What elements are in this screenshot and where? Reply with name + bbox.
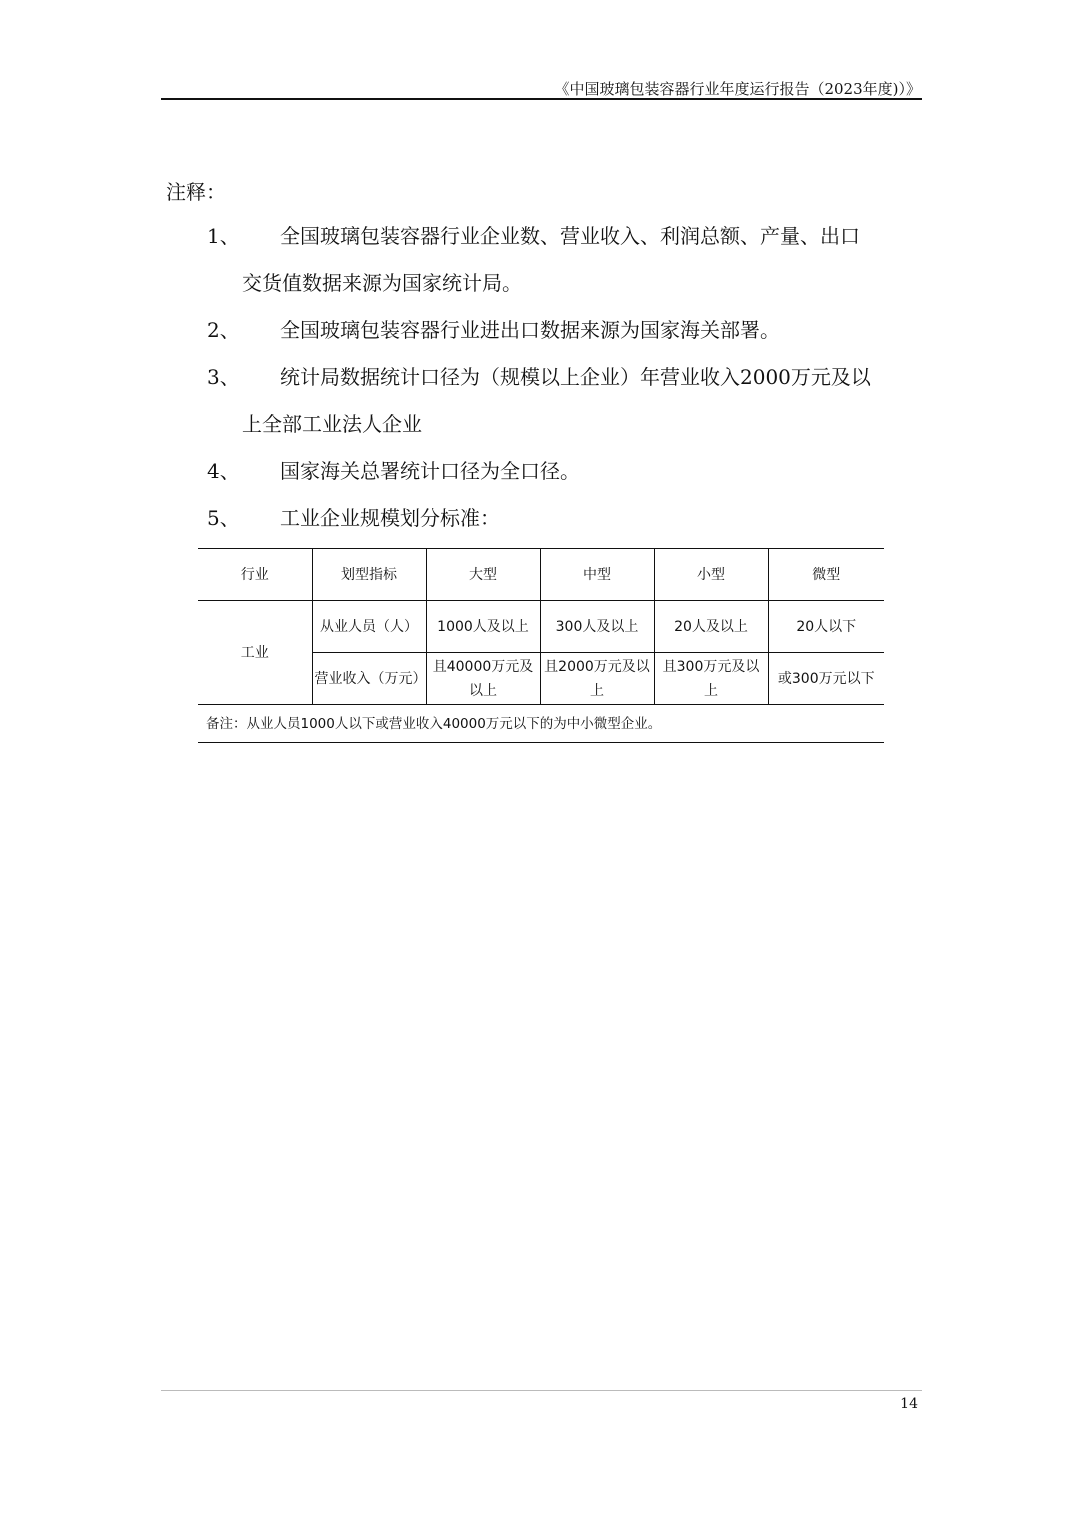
note-number: 4、 [207,459,240,483]
table-note-row [198,705,884,743]
note-number: 5、 [207,506,240,530]
note-text: 全国玻璃包装容器行业进出口数据来源为国家海关部署。 [280,318,780,342]
small-cell: 20人及以上 [654,601,768,653]
large-cell: 1000人及以上 [426,601,540,653]
micro-cell: 20人以下 [768,601,884,653]
header-divider [161,98,922,100]
note-number: 3、 [207,365,240,389]
medium-cell: 300人及以上 [540,601,654,653]
header-cell-indicator: 划型指标 [312,549,426,601]
enterprise-scale-table [198,548,884,743]
note-text: 国家海关总署统计口径为全口径。 [280,459,580,483]
header-cell-medium: 中型 [540,549,654,601]
medium-cell: 且2000万元及以上 [540,653,654,705]
indicator-cell: 从业人员（人） [312,601,426,653]
footer-divider [161,1390,922,1391]
industry-cell: 工业 [198,601,312,705]
note-item-1-continued: 交货值数据来源为国家统计局。 [242,271,522,295]
table-header-row [198,549,884,601]
header-cell-large: 大型 [426,549,540,601]
page-number: 14 [900,1396,918,1412]
table-row [198,601,884,653]
note-item-3-continued: 上全部工业法人企业 [242,412,422,436]
header-cell-small: 小型 [654,549,768,601]
micro-cell: 或300万元以下 [768,653,884,705]
table-note: 备注：从业人员1000人以下或营业收入40000万元以下的为中小微型企业。 [198,705,884,743]
note-number: 2、 [207,318,240,342]
note-number: 1、 [207,224,240,248]
header-cell-micro: 微型 [768,549,884,601]
header-cell-industry: 行业 [198,549,312,601]
indicator-cell: 营业收入（万元） [312,653,426,705]
large-cell: 且40000万元及以上 [426,653,540,705]
notes-heading: 注释： [166,180,226,204]
note-text: 统计局数据统计口径为（规模以上企业）年营业收入2000万元及以 [280,365,871,389]
header-title: 《中国玻璃包装容器行业年度运行报告（2023年度)）》 [554,80,921,98]
note-text: 全国玻璃包装容器行业企业数、营业收入、利润总额、产量、出口 [280,224,860,248]
note-text: 工业企业规模划分标准： [280,506,500,530]
small-cell: 且300万元及以上 [654,653,768,705]
